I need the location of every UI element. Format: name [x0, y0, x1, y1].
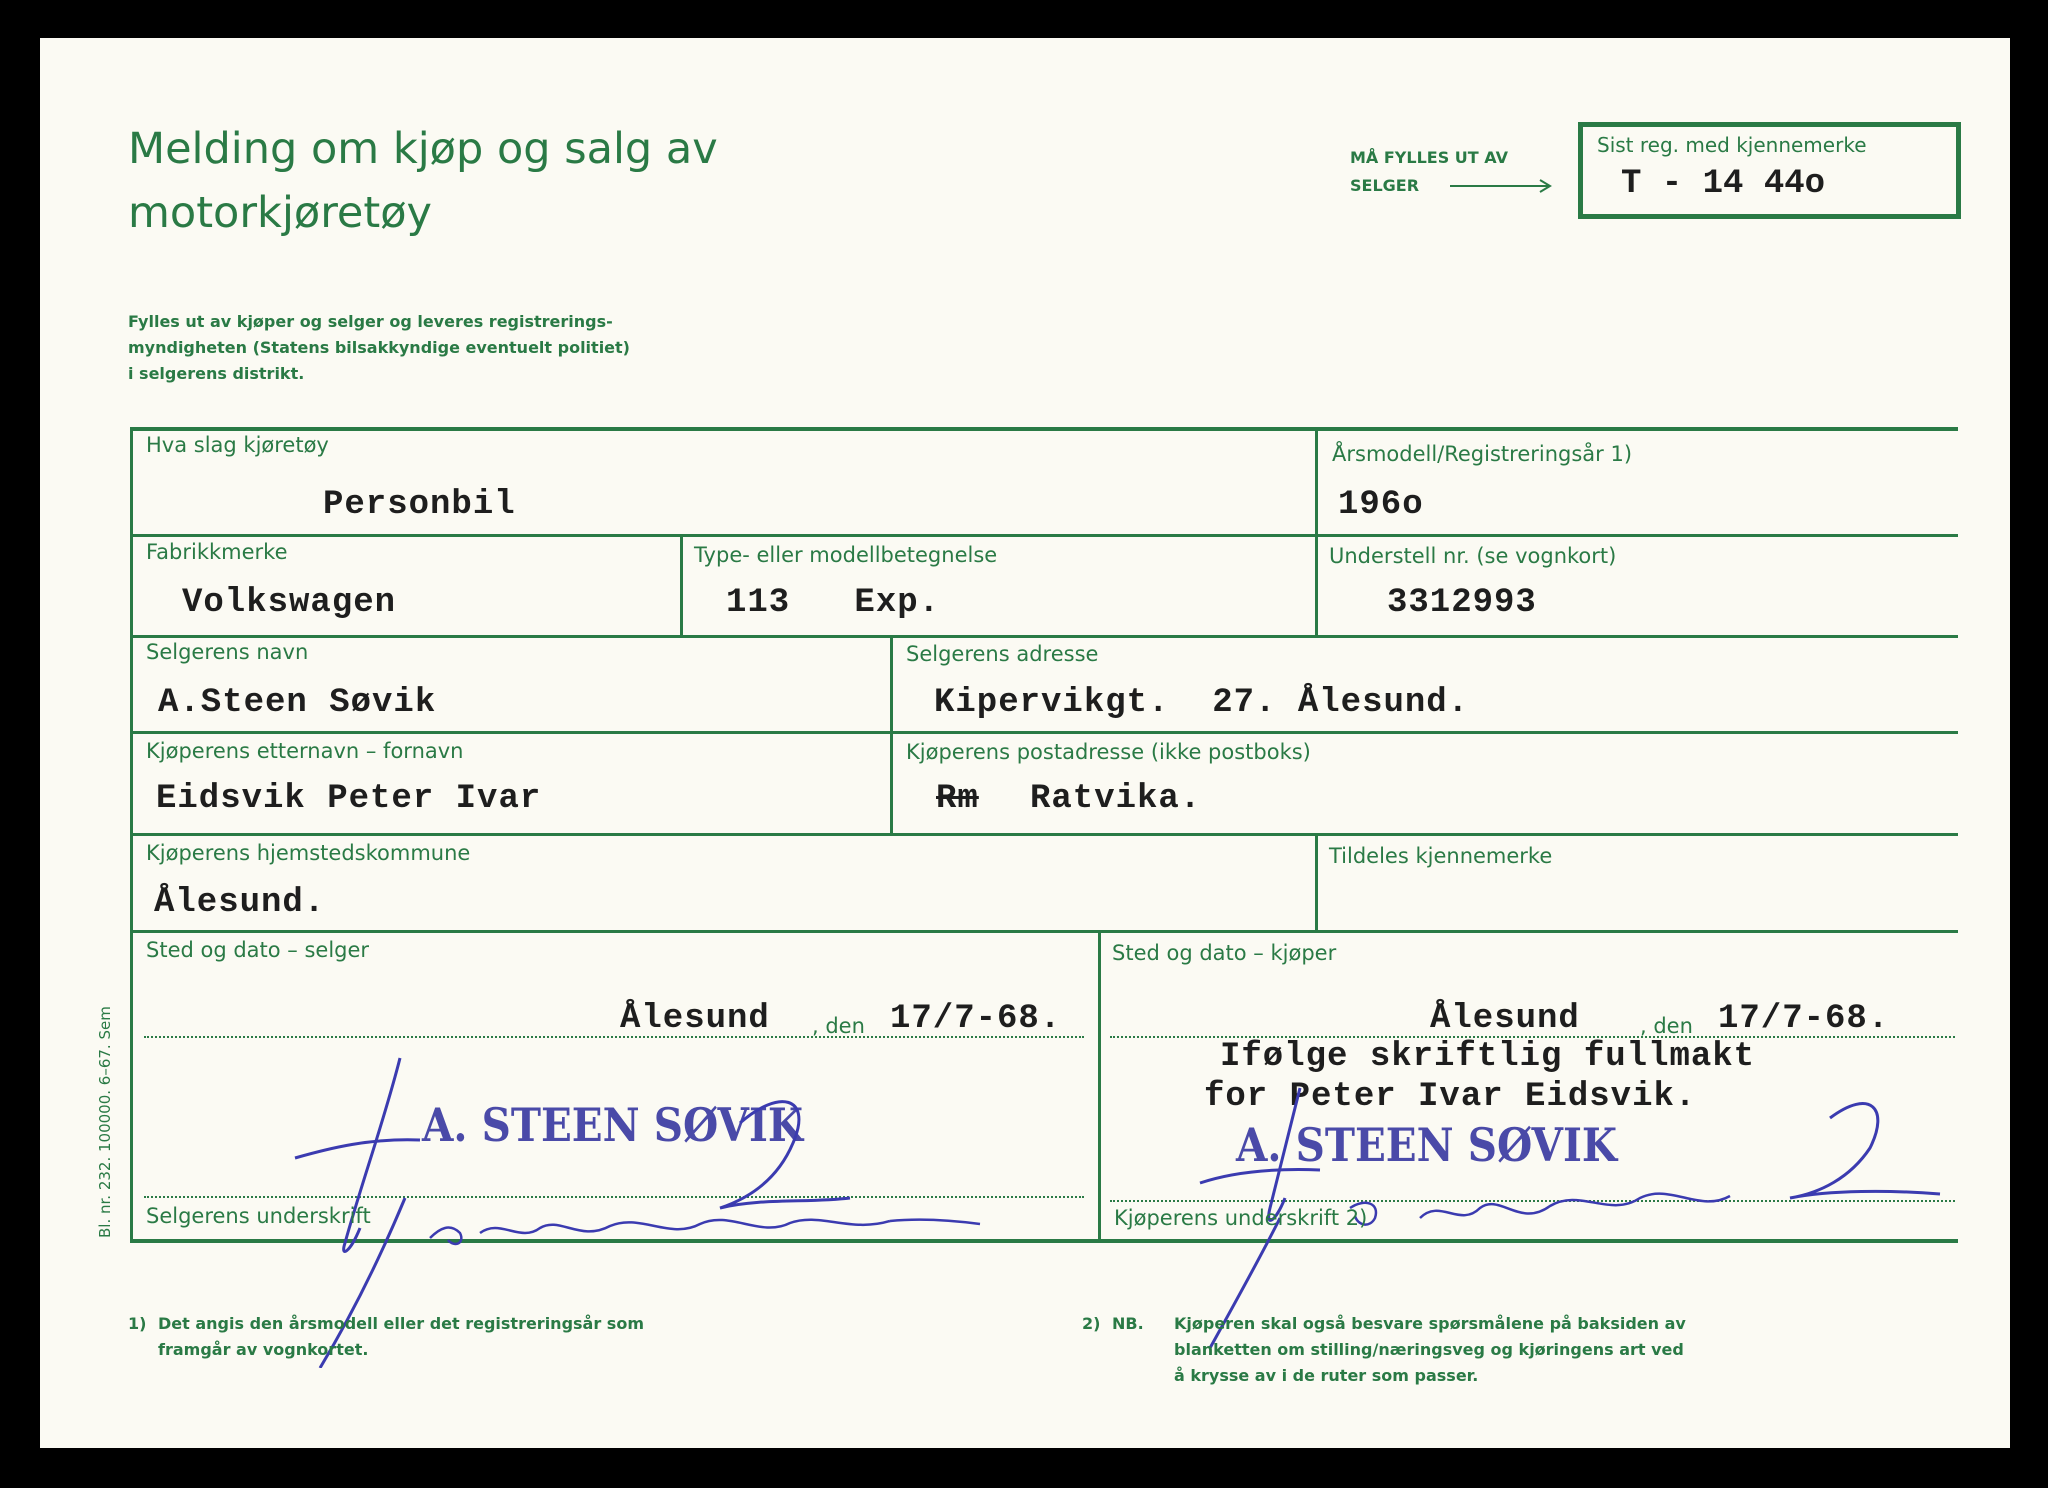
model-label: Type- eller modellbetegnelse: [694, 543, 998, 567]
form-top-border: [130, 427, 1958, 431]
assigned-plate-label: Tildeles kjennemerke: [1329, 844, 1553, 868]
registration-box: [1578, 122, 1961, 219]
buyer-signature-label: Kjøperens underskrift 2): [1114, 1206, 1368, 1230]
buyer-name-label: Kjøperens etternavn – fornavn: [146, 739, 464, 763]
row-divider-1: [130, 534, 1958, 537]
make-label: Fabrikkmerke: [146, 540, 288, 564]
intro-line3: i selgerens distrikt.: [128, 364, 305, 383]
col-divider-plate: [1315, 833, 1318, 930]
footnote-1-line2: framgår av vognkortet.: [158, 1340, 369, 1359]
buyer-date-value: 17/7-68.: [1718, 1000, 1890, 1038]
registration-value: T - 14 44o: [1621, 165, 1826, 203]
row-divider-2: [130, 635, 1958, 638]
model-year-label: Årsmodell/Registreringsår 1): [1332, 442, 1633, 466]
intro-line1: Fylles ut av kjøper og selger og leveres registrerings-: [128, 312, 613, 331]
form-paper: [40, 38, 2010, 1448]
col-divider-model: [680, 534, 683, 635]
seller-address-value: Kipervikgt. 27. Ålesund.: [934, 684, 1470, 722]
footnote-2-line1: Kjøperen skal også besvare spørsmålene på baksiden av: [1174, 1314, 1686, 1333]
seller-note-line2: SELGER: [1350, 176, 1420, 195]
footnote-1-number: 1): [128, 1314, 147, 1333]
seller-name-label: Selgerens navn: [146, 640, 309, 664]
model-year-value: 196o: [1338, 486, 1424, 524]
buyer-municipality-label: Kjøperens hjemstedskommune: [146, 841, 471, 865]
seller-name-value: A.Steen Søvik: [158, 684, 437, 722]
seller-date-value: 17/7-68.: [890, 1000, 1062, 1038]
seller-address-label: Selgerens adresse: [906, 642, 1099, 666]
seller-signature-label: Selgerens underskrift: [146, 1204, 371, 1228]
buyer-municipality-value: Ålesund.: [154, 884, 326, 922]
col-divider-year: [1315, 427, 1318, 635]
seller-note-line1: MÅ FYLLES UT AV: [1350, 148, 1508, 167]
intro-line2: myndigheten (Statens bilsakkyndige eventuelt politiet): [128, 338, 630, 357]
form-title-line2: motorkjøretøy: [128, 188, 433, 238]
seller-place-value: Ålesund: [620, 1000, 770, 1038]
vehicle-type-label: Hva slag kjøretøy: [146, 433, 329, 457]
chassis-value: 3312993: [1387, 584, 1537, 622]
footnote-2-line2: blanketten om stilling/næringsveg og kjøringens art ved: [1174, 1340, 1684, 1359]
arrow-right-icon: [1448, 176, 1558, 196]
make-value: Volkswagen: [182, 584, 397, 622]
model-value: 113 Exp.: [726, 584, 941, 622]
buyer-address-label: Kjøperens postadresse (ikke postboks): [906, 740, 1311, 764]
buyer-address-value: Ratvika.: [1030, 780, 1202, 818]
buyer-name-value: Eidsvik Peter Ivar: [156, 780, 542, 818]
footnote-2-line3: å krysse av i de ruter som passer.: [1174, 1366, 1479, 1385]
footnote-2-nb: NB.: [1112, 1314, 1144, 1333]
buyer-place-date-label: Sted og dato – kjøper: [1112, 941, 1337, 965]
seller-stamp: A. STEEN SØVIK: [422, 1098, 804, 1152]
form-title-line1: Melding om kjøp og salg av: [128, 124, 718, 174]
col-divider-address: [890, 635, 893, 833]
buyer-den-label: , den: [1640, 1014, 1693, 1038]
side-print: Bl. nr. 232. 100000. 6–67. Sem: [96, 1006, 114, 1238]
seller-place-date-label: Sted og dato – selger: [146, 938, 370, 962]
buyer-address-struck: Rm: [936, 780, 979, 818]
seller-den-label: , den: [812, 1014, 865, 1038]
buyer-note-line2: for Peter Ivar Eidsvik.: [1204, 1078, 1697, 1116]
row-divider-3: [130, 731, 1958, 734]
row-divider-4: [130, 833, 1958, 836]
buyer-note-line1: Ifølge skriftlig fullmakt: [1220, 1038, 1756, 1076]
buyer-stamp: A. STEEN SØVIK: [1236, 1118, 1618, 1172]
buyer-place-value: Ålesund: [1430, 1000, 1580, 1038]
vehicle-type-value: Personbil: [323, 486, 516, 524]
footnote-2-number: 2): [1082, 1314, 1101, 1333]
registration-label: Sist reg. med kjennemerke: [1597, 133, 1867, 157]
footnote-1-line1: Det angis den årsmodell eller det registreringsår som: [158, 1314, 644, 1333]
chassis-label: Understell nr. (se vognkort): [1329, 544, 1617, 568]
col-divider-signature: [1098, 930, 1101, 1240]
row-divider-5: [130, 930, 1958, 933]
